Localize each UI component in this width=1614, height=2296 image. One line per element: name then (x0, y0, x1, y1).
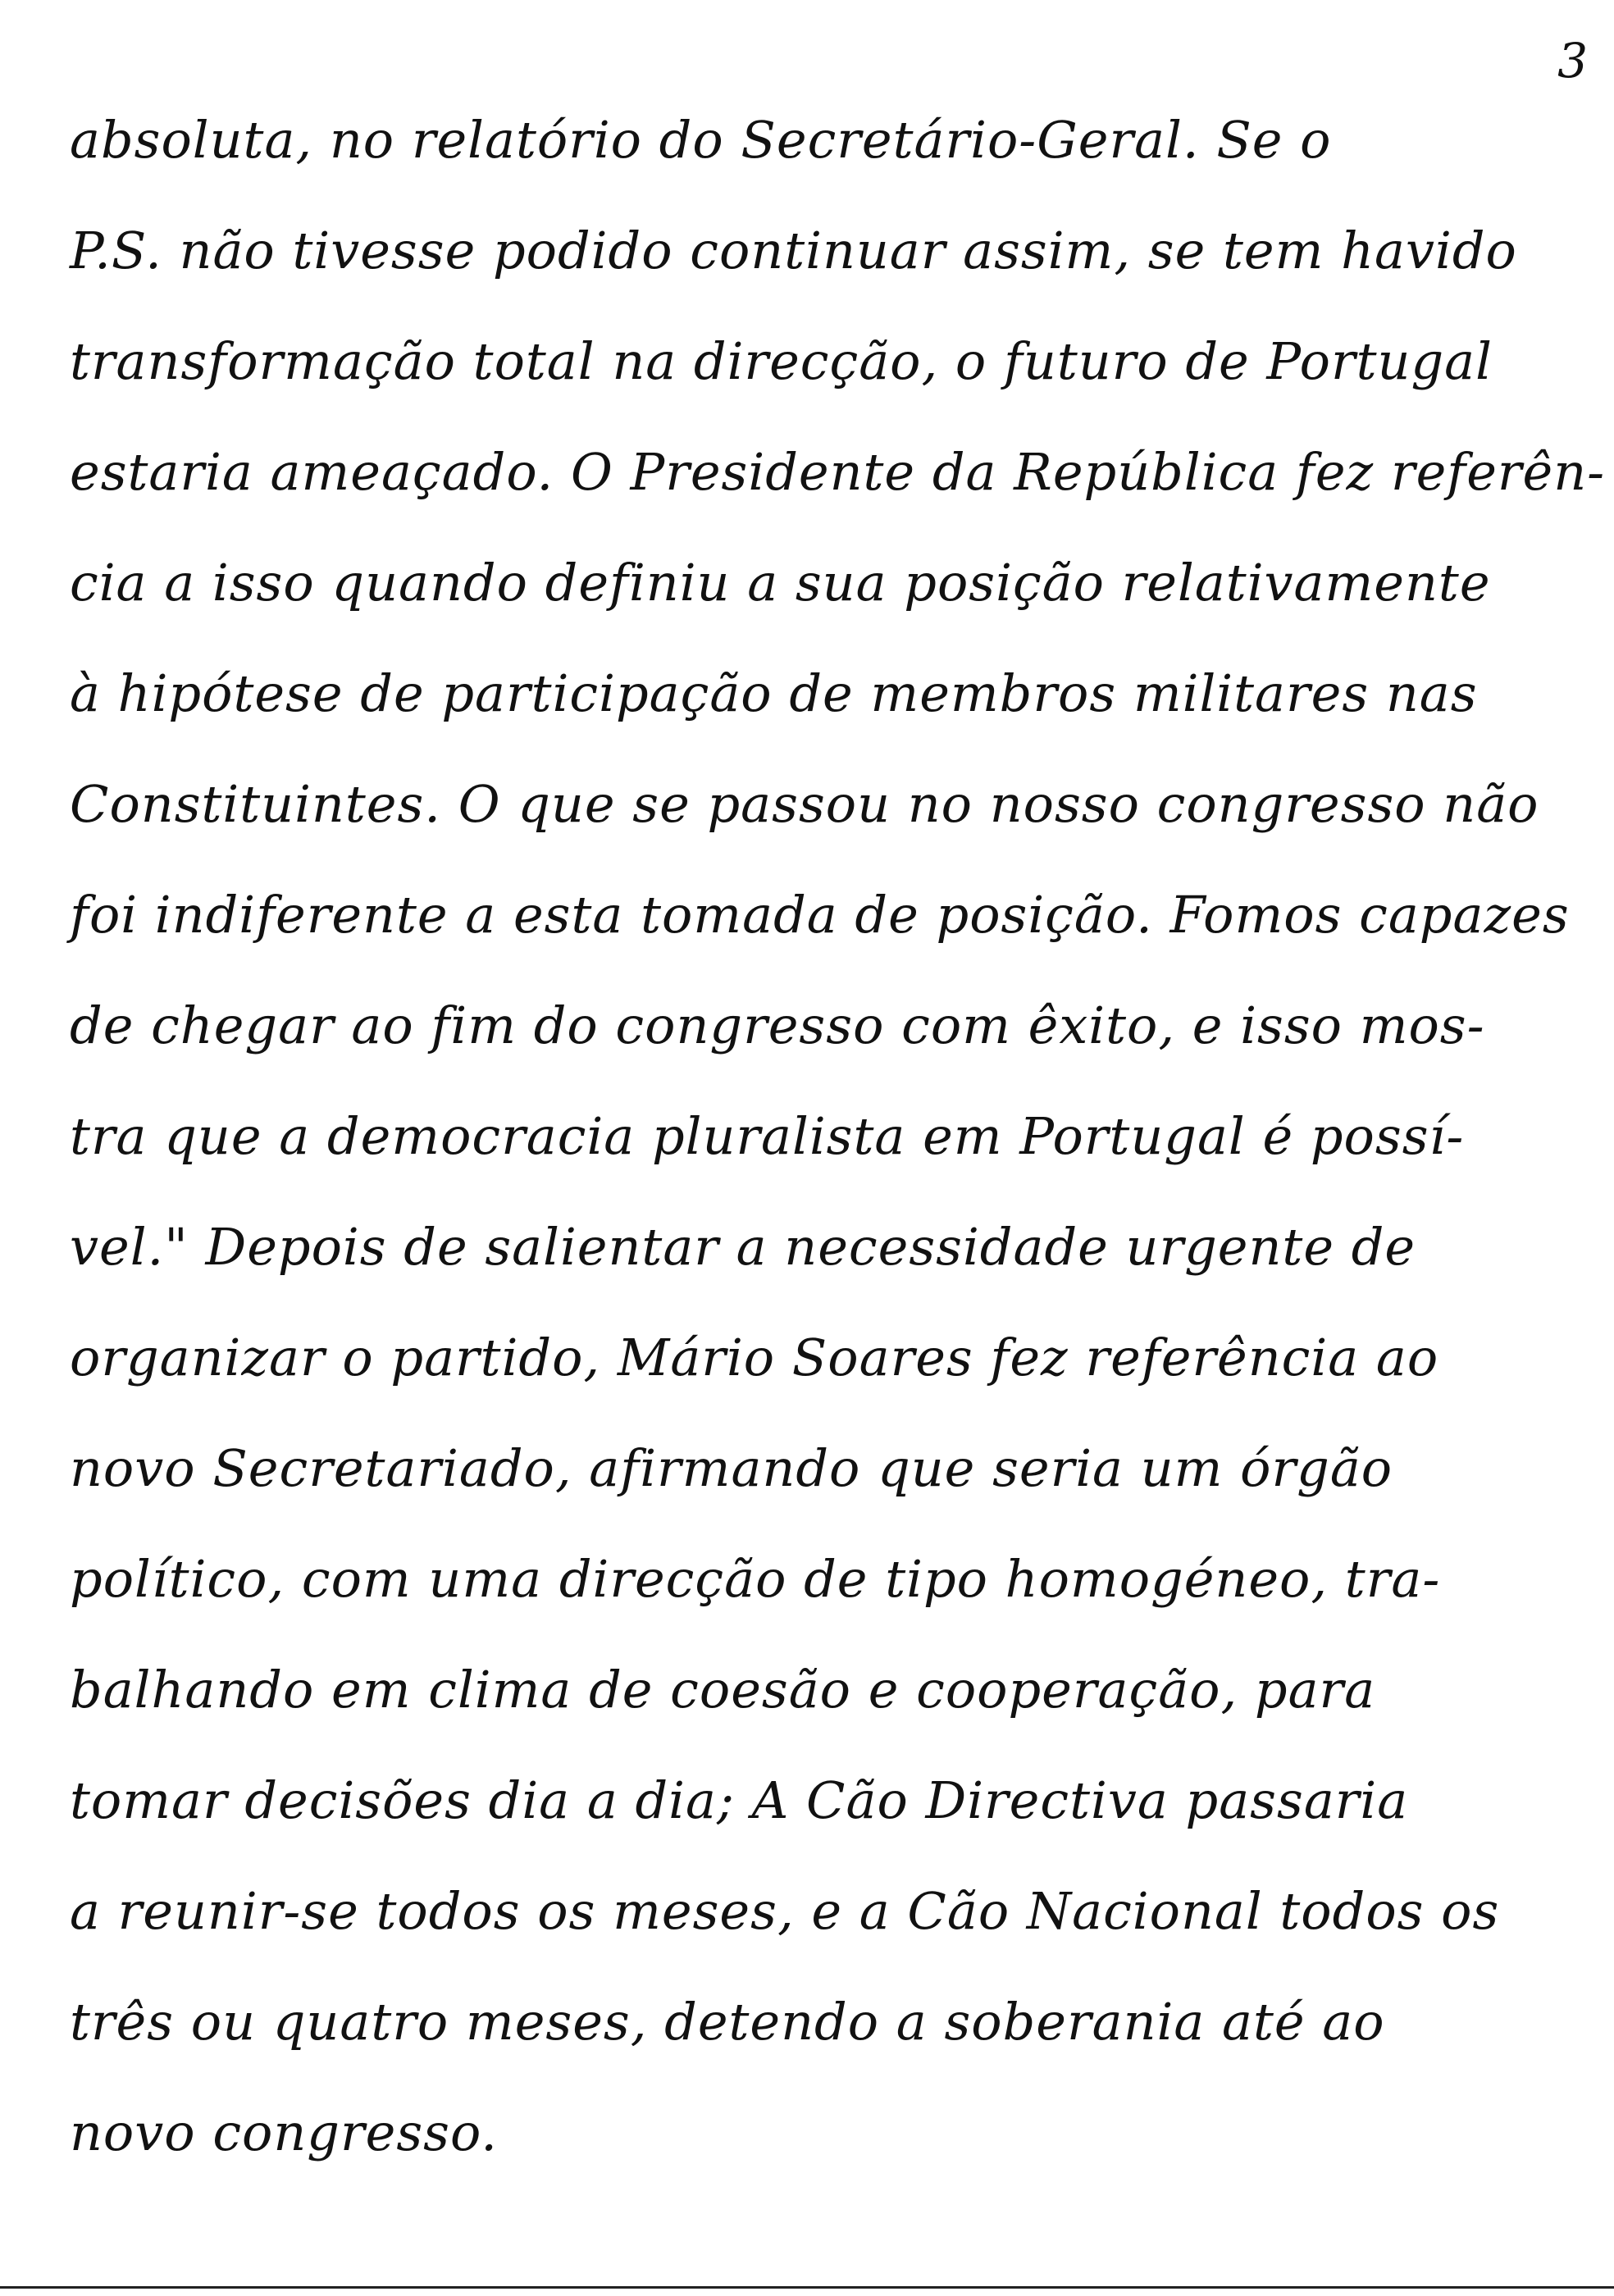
text-line: estaria ameaçado. O Presidente da República fez referên- (70, 442, 1606, 502)
text-line: cia a isso quando definiu a sua posição relativamente (70, 553, 1491, 613)
text-line: tra que a democracia pluralista em Portugal é possí- (70, 1106, 1465, 1166)
text-line: três ou quatro meses, detendo a soberania até ao (70, 1992, 1385, 2052)
text-line: novo congresso. (70, 2102, 498, 2162)
text-line: tomar decisões dia a dia; A Cão Directiva passaria (70, 1770, 1409, 1830)
text-line: P.S. não tivesse podido continuar assim, se tem havido (70, 221, 1517, 280)
text-line: organizar o partido, Mário Soares fez referência ao (70, 1328, 1439, 1387)
page-number: 3 (1557, 33, 1588, 89)
text-line: a reunir-se todos os meses, e a Cão Nacional todos os (70, 1881, 1500, 1941)
text-line: vel." Depois de salientar a necessidade urgente de (70, 1217, 1416, 1277)
text-line: Constituintes. O que se passou no nosso congresso não (70, 774, 1539, 834)
text-line: novo Secretariado, afirmando que seria um órgão (70, 1438, 1393, 1498)
page-bottom-edge (0, 2286, 1614, 2289)
text-line: à hipótese de participação de membros militares nas (70, 663, 1478, 723)
text-line: balhando em clima de coesão e cooperação, para (70, 1660, 1376, 1720)
text-line: transformação total na direcção, o futuro de Portugal (70, 331, 1493, 391)
text-line: de chegar ao fim do congresso com êxito, e isso mos- (70, 995, 1485, 1055)
text-line: foi indiferente a esta tomada de posição. Fomos capazes (70, 885, 1570, 945)
text-line: absoluta, no relatório do Secretário-Geral. Se o (70, 110, 1332, 170)
text-line: político, com uma direcção de tipo homogéneo, tra- (70, 1549, 1441, 1609)
